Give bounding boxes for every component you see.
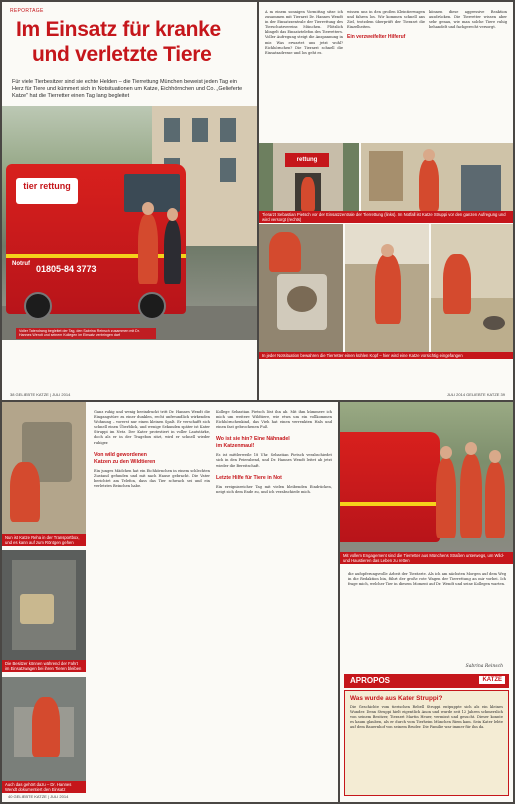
section-label: REPORTAGE [10,8,44,14]
subhead-needle: Wo ist sie hin? Eine Nähnadel im Katzenmaul! [216,436,290,450]
column-right-text: Kollege Sebastian Pietsch löst ihn ab. Mit ihm kümmere ich mich um weitere Wildtiere, wie etwa um ein vollkommen Eichhörnchenkind, das Vieh hat einen verrenkten Hals und einen fast gebrochenen Fuß. [216,410,332,430]
caption-documentation: Auch das gehört dazu – Dr. Hannes Wendt dokumentiert den Einsatz [2,781,86,793]
photo-team-van [340,402,513,552]
photo-rescue-center [259,143,359,211]
photo-van-interior [2,550,86,660]
column-1-text: A m einem sonnigen Vormittag sitze ich zusammen mit Tierarzt Dr. Hannes Wendt in der Einsatzzentrale der Tierrettung des Tierschutzvereins München. Plötzlich klingelt das Einsatztelefon des Tierretters. Voller Aufregung steigt die Anspannung in mir. Was erwartet uns jetzt wohl? Eichhörnchen? Die Tierarzt schnell die Einsatzadresse und los geht es. [265,10,343,55]
person-rescuer-head [142,202,154,215]
apropos-title: Was wurde aus Kater Struppi? [350,695,443,702]
column-left-text-2: Ein junges Mädchen hat ein Eichhörnchen in einem schlechten Zustand gefunden und mit nach Hause gebracht. Die Vater berichtet am Telefon, dass das Tier schwach sei und ein verletztes Beinchen habe. [94,468,210,488]
author-signature: Sabrina Reinsch [465,664,503,669]
article-column-right [216,410,332,790]
column-left-text: Ganz ruhig und wenig beeindruckt tritt Dr. Hannes Wendt die Eingangstüre zu einer dunklen, recht unfreundlich wirkenden Wohnung – vorerst nur einen kleinen Spalt. Er verschafft sich schnell einen Überblick, und wenige Sekunden später ist Kater Struppi im Netz. Der Kater protestiert in voller Lautstärke, doch als er in der Tragebox sitzt, wird er schnell wieder ruhiger. [94,410,210,445]
van-brand-text: tier rettung [23,181,71,191]
magazine-page-38 [2,2,257,400]
page-folio: 40 GELIEBTE KATZE | JULI 2014 [8,794,69,799]
photo-transport-box [2,402,86,534]
caption-upper: Tierarzt Sebastian Pietsch vor der Einsatzzentrale der Tierrettung (links). Im Notfall ist Katze Struppi vor den ganzen Aufregung und wird versorgt (rechts) [259,211,513,223]
intro-text: Für viele Tierbesitzer sind sie echte Helden – die Tierrettung München beweist jeden Tag ein Herz für Tiere und kümmert sich in Notsituationen um Katze, Eichhörnchen und Co. „Gelieferte Katze" hat die Tierretter einen Tag lang begleitet [12,79,243,99]
apropos-label: APROPOS [350,676,391,685]
rescue-van [6,164,186,314]
column-3-text: können diese aggressive Reaktion ausdrücken. Die Tierretter wissen aber sehr genau, wie man solche Tiere ruhig behandelt und fachgerecht versorgt. [429,10,507,30]
hero-photo-van [2,106,257,340]
page-folio: JULI 2014 GELIEBTE KATZE 39 [446,392,505,397]
photo-cat-carrier [259,224,343,352]
apropos-brand-logo: KATZE [479,676,505,684]
article-column-2 [347,10,425,118]
caption-team: Mit vollem Engagement sind die Tierretter aus Münchens Straßen unterwegs, um Wild- und Haustieren das Leben zu retten [340,552,513,564]
caption-lower: In jeder Notsituation bewahren die Tierretter einen kühlen Kopf – hier wird eine Katze vorsichtig eingefangen [259,352,513,359]
column-2-text: wissen uns in den großen Kleintierwagen und fahren los. Wir kommen schnell ans Ziel, trotzdem überprüft der Tierarzt die Einzelheiten. [347,10,425,30]
van-logo [16,178,78,204]
photo-stairwell [345,224,429,352]
magazine-page-41 [340,402,513,802]
article-column-1 [265,10,343,118]
closing-text [348,572,506,662]
subhead-last-help: Letzte Hilfe für Tiere in Not [216,474,282,481]
column-2-subhead: Ein verzweifelter Hilferuf [347,34,406,41]
headline-line-2: und verletzte Tiere [32,43,212,66]
column-right-text-2: Es ist mittlerweile 18 Uhr. Sebastian Pietsch verabschiedet sich in den Feierabend, und Dr. Hannes Wendt leitet ab jetzt wieder die Bereitschaft. [216,453,332,468]
person-rescuer [138,214,158,284]
caption-van-ride: Die Besitzer können während der Fahrt im Einsatzwagen bei ihren Tieren bleiben [2,660,86,672]
person-reporter [164,220,181,284]
van-notruf: Notruf [12,261,30,267]
rescue-sign: rettung [285,153,329,167]
page-folio: 38 GELIEBTE KATZE | JULI 2014 [10,392,71,397]
headline-line-1: Im Einsatz für kranke [16,18,221,41]
apropos-box [344,690,509,796]
column-right-text-3: Ein ereignisreicher Tag mit vielen bleibenden Eindrücken, neigt sich dem Ende zu, und ich verabschiede mich. [216,484,332,494]
person-reporter-head [167,208,178,221]
article-column-left [94,410,210,790]
photo-documentation [2,677,86,781]
closing-paragraph: die aufopferungsvolle Arbeit der Tierärzte. Als ich am nächsten Morgen auf dem Weg in die Redaktion bin, führt der große rote Wagen der Tierrettung an mir vorbei. Ich frage mich, welcher Tier in diesem Moment auf Dr. Wendt und seine Kollegen warten. [348,572,506,587]
subhead-wild-cats: Von wild gewordenen Katzen zu den Wildtieren [94,451,156,465]
photo-cat-on-floor [431,224,513,352]
article-column-3 [429,10,507,118]
apropos-text: Die Geschichte vom tierischen Rebell Struppi entpuppte sich als ein kleines Wunder. Denn Struppi hielt eigentlich Anon und wurde seit 12 Jahren schmerzlich von seinem Besitzer, Tierarzt Martin Heuer, vermisst und gesucht. Dieser konnte es kaum glauben, als er durch vom Tierheim München Riem kam. Sein Kater lebte auf dem Bauernhof von seinem Bruder. Die Familie war immer für ihn da. [350,705,503,729]
headline [16,17,221,67]
photo-clinic-room [361,143,513,211]
caption-transport: Nun ist Katze Reha in der Transportbox, und es kann auf zum Röntgen gehen [2,534,86,546]
van-phone-number: 01805-84 3773 [36,264,97,274]
apropos-banner [344,674,509,688]
magazine-page-40 [2,402,338,802]
photo-caption: Voller Tatendrang begleitet der Tag, den Sabrina Reinsch zusammen mit Dr. Hannes Wendt und seinem Kollegen im Einsatz verbringen darf [16,328,156,339]
magazine-page-39 [259,2,513,400]
